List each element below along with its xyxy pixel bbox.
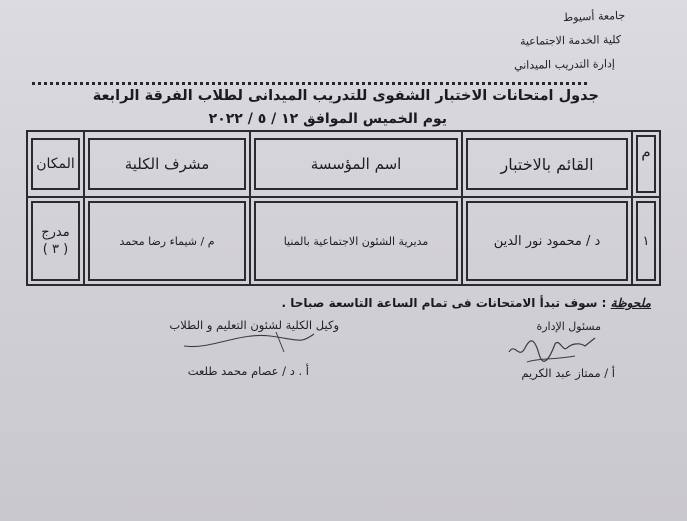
table-row — [27, 197, 660, 285]
cell-index: ١ — [632, 197, 660, 285]
header-examiner: القائم بالاختبار — [462, 131, 632, 197]
note-line — [282, 296, 652, 310]
cell-place — [27, 197, 84, 285]
header-institution: اسم المؤسسة — [250, 131, 462, 197]
header-faculty: كلية الخدمة الاجتماعية — [519, 33, 622, 48]
page-title: جدول امتحانات الاختبار الشفوى للتدريب الميدانى لطلاب الفرقة الرابعة — [92, 88, 599, 104]
header-supervisor: مشرف الكلية — [84, 131, 250, 197]
place-hall: مدرج — [41, 225, 70, 240]
header-index: م — [632, 131, 660, 197]
header-place: المكان — [27, 131, 84, 197]
schedule-table — [26, 130, 661, 286]
place-number: ( ٣ ) — [42, 242, 69, 257]
cell-supervisor: م / شيماء رضا محمد — [84, 197, 250, 285]
signature-left-title: وكيل الكلية لشئون التعليم و الطلاب — [169, 318, 339, 332]
dotted-separator — [32, 82, 587, 85]
signature-right-name: أ / ممتاز عبد الكريم — [521, 366, 615, 380]
signature-scribble-left — [180, 326, 320, 356]
signature-scribble-right — [505, 330, 600, 370]
header-department: إدارة التدريب الميداني — [513, 57, 616, 72]
header-university: جامعة أسيوط — [562, 8, 626, 25]
cell-institution: مديرية الشئون الاجتماعية بالمنيا — [250, 197, 462, 285]
cell-examiner: د / محمود نور الدين — [462, 197, 632, 285]
note-text: : سوف تبدأ الامتحانات فى تمام الساعة التاسعة صباحا . — [281, 296, 607, 310]
page-subtitle-date: يوم الخميس الموافق ١٢ / ٥ / ٢٠٢٢ — [208, 111, 447, 127]
signature-right-title: مسئول الإدارة — [536, 320, 601, 333]
table-header-row — [27, 131, 660, 197]
note-label: ملحوظة — [610, 296, 651, 310]
signature-left-name: أ . د / عصام محمد طلعت — [187, 364, 309, 378]
